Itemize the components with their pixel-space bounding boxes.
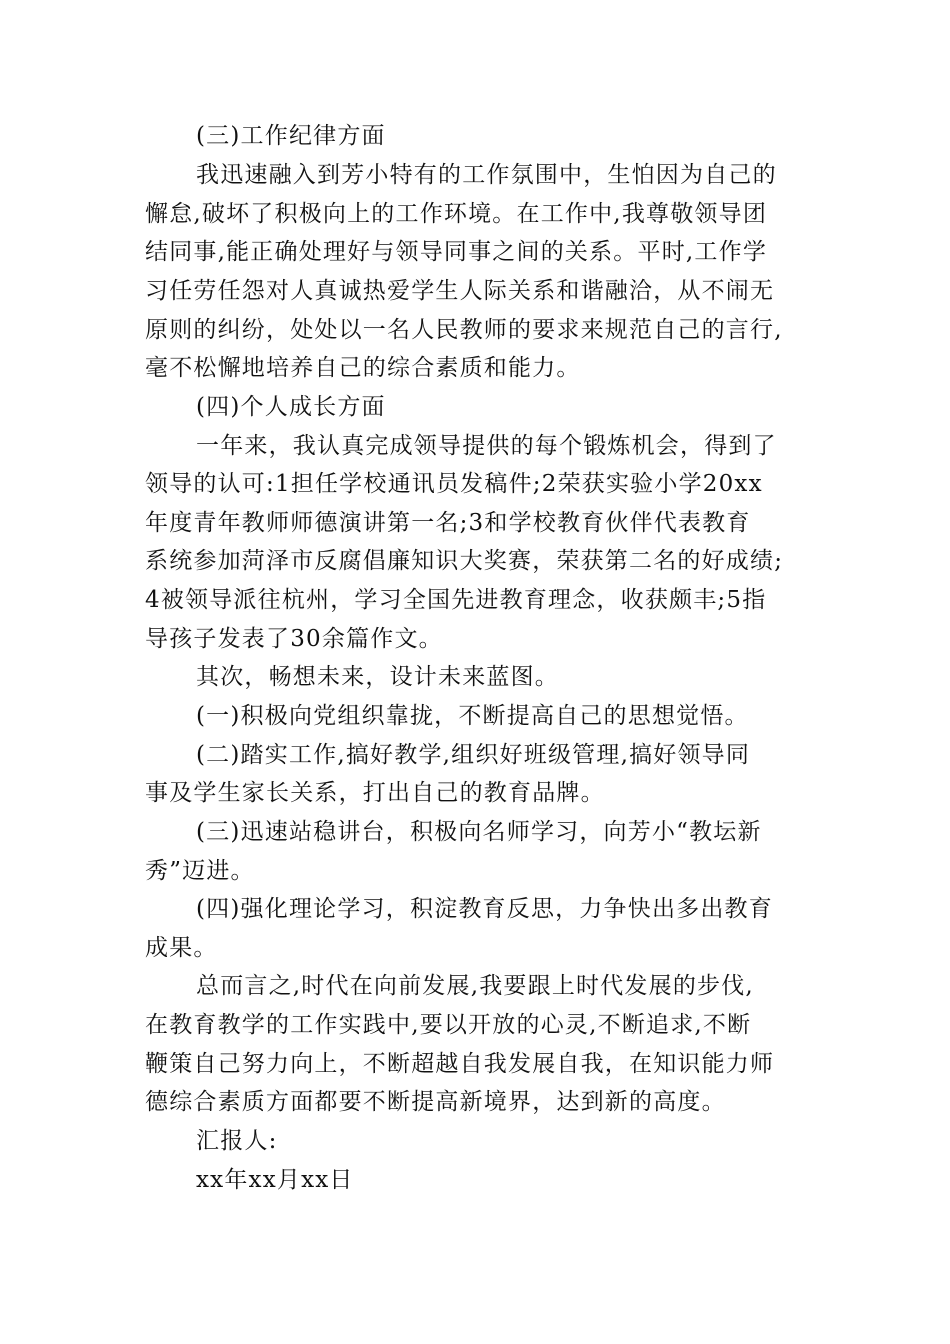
plan-item-3: (三)迅速站稳讲台，积极向名师学习，向芳小“教坛新 <box>196 819 762 845</box>
paragraph-line: 其次，畅想未来，设计未来蓝图。 <box>196 664 559 690</box>
paragraph-line: 秀”迈进。 <box>145 858 255 884</box>
paragraph-line: 结同事,能正确处理好与领导同事之间的关系。平时,工作学 <box>145 239 768 265</box>
reporter-label: 汇报人: <box>196 1128 278 1154</box>
paragraph-line: 习任劳任怨对人真诚热爱学生人际关系和谐融洽，从不闹无 <box>145 278 775 304</box>
paragraph-line: 系统参加菏泽市反腐倡廉知识大奖赛，荣获第二名的好成绩; <box>145 548 784 574</box>
paragraph-line: 一年来，我认真完成领导提供的每个锻炼机会，得到了 <box>196 433 777 459</box>
conclusion-line: 总而言之,时代在向前发展,我要跟上时代发展的步伐, <box>196 973 754 999</box>
paragraph-line: 在教育教学的工作实践中,要以开放的心灵,不断追求,不断 <box>145 1012 752 1038</box>
paragraph-line: 德综合素质方面都要不断提高新境界，达到新的高度。 <box>145 1089 726 1115</box>
plan-item-2: (二)踏实工作,搞好教学,组织好班级管理,搞好领导同 <box>196 742 751 768</box>
section-heading-personal-growth: (四)个人成长方面 <box>196 394 386 420</box>
paragraph-line: 成果。 <box>145 935 218 961</box>
paragraph-line: 领导的认可:1担任学校通讯员发稿件;2荣获实验小学20xx <box>145 471 763 497</box>
paragraph-line: 鞭策自己努力向上，不断超越自我发展自我，在知识能力师 <box>145 1051 775 1077</box>
paragraph-line: 4被领导派往杭州，学习全国先进教育理念，收获颇丰;5指 <box>145 587 767 613</box>
paragraph-line: 毫不松懈地培养自己的综合素质和能力。 <box>145 355 581 381</box>
plan-item-4: (四)强化理论学习，积淀教育反思，力争快出多出教育 <box>196 896 773 922</box>
report-date: xx年xx月xx日 <box>196 1167 354 1193</box>
paragraph-line: 我迅速融入到芳小特有的工作氛围中，生怕因为自己的 <box>196 162 777 188</box>
paragraph-line: 懈怠,破坏了积极向上的工作环境。在工作中,我尊敬领导团 <box>145 201 768 227</box>
paragraph-line: 导孩子发表了30余篇作文。 <box>145 626 443 652</box>
plan-item-1: (一)积极向党组织靠拢，不断提高自己的思想觉悟。 <box>196 703 749 729</box>
paragraph-line: 原则的纠纷，处处以一名人民教师的要求来规范自己的言行, <box>145 317 783 343</box>
section-heading-work-discipline: (三)工作纪律方面 <box>196 123 386 149</box>
paragraph-line: 年度青年教师师德演讲第一名;3和学校教育伙伴代表教育 <box>145 510 751 536</box>
paragraph-line: 事及学生家长关系，打出自己的教育品牌。 <box>145 780 605 806</box>
